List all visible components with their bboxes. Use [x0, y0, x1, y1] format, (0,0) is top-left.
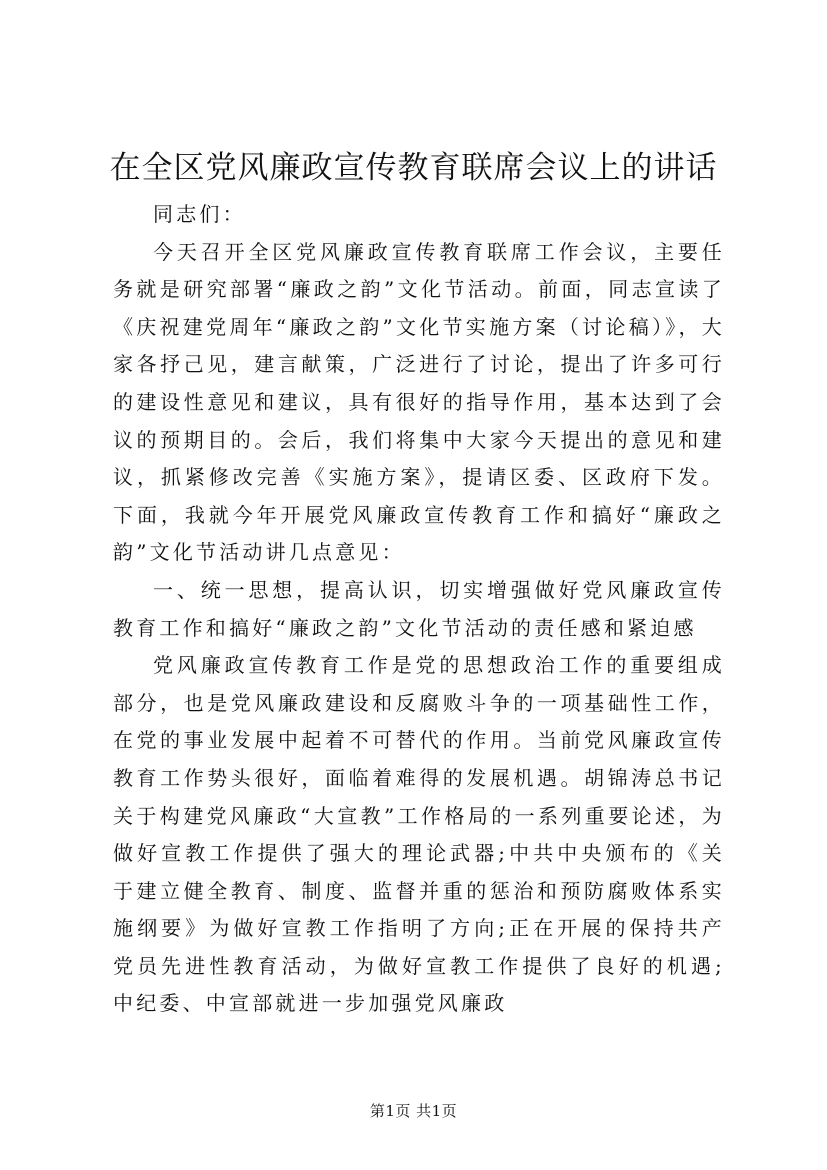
greeting: 同志们： [153, 202, 246, 226]
document-body [113, 196, 725, 1023]
paragraph-section-1: 党风廉政宣传教育工作是党的思想政治工作的重要组成部分，也是党风廉政建设和反腐败斗争的一项基础性工作，在党的事业发展中起着不可替代的作用。当前党风廉政宣传教育工作势头很好，面临着难得的发展机遇。胡锦涛总书记关于构建党风廉政“大宣教”工作格局的一系列重要论述，为做好宣教工作提供了强大的理论武器;中共中央颁布的《关于建立健全教育、制度、监督并重的惩治和预防腐败体系实施纲要》为做好宣教工作指明了方向;正在开展的保持共产党员先进性教育活动，为做好宣教工作提供了良好的机遇;中纪委、中宣部就进一步加强党风廉政 [113, 653, 725, 1016]
paragraph-intro: 今天召开全区党风廉政宣传教育联席工作会议，主要任务就是研究部署“廉政之韵”文化节活动。前面，同志宣读了《庆祝建党周年“廉政之韵”文化节实施方案（讨论稿）》，大家各抒己见，建言献策，广泛进行了讨论，提出了许多可行的建设性意见和建议，具有很好的指导作用，基本达到了会议的预期目的。会后，我们将集中大家今天提出的意见和建议，抓紧修改完善《实施方案》，提请区委、区政府下发。下面，我就今年开展党风廉政宣传教育工作和搞好“廉政之韵”文化节活动讲几点意见： [113, 239, 725, 565]
document-title: 在全区党风廉政宣传教育联席会议上的讲话 [109, 150, 718, 186]
section-heading-1: 一、统一思想，提高认识，切实增强做好党风廉政宣传教育工作和搞好“廉政之韵”文化节活动的责任感和紧迫感 [113, 577, 725, 640]
page-footer: 第1页 共1页 [369, 1102, 458, 1120]
